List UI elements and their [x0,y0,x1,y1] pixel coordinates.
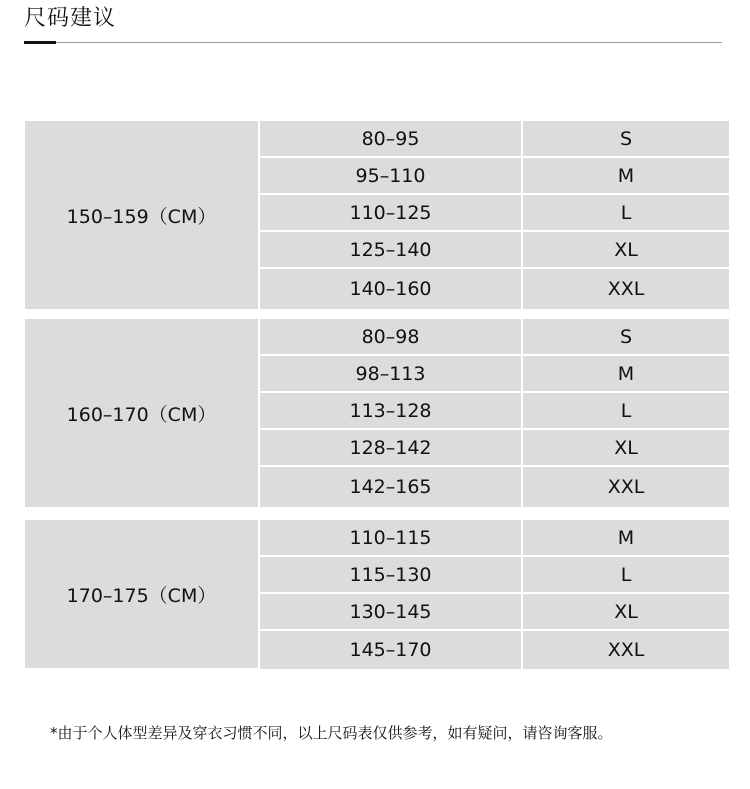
chest-range-cell: 110–115 [260,520,521,555]
table-row [260,356,729,393]
chest-range-cell: 80–98 [260,319,521,354]
table-row [260,393,729,430]
size-cell: M [523,520,729,555]
table-row [260,557,729,594]
size-cell: S [523,121,729,156]
chest-range-cell: 110–125 [260,195,521,230]
table-row [260,269,729,309]
size-cell: L [523,557,729,592]
table-row [260,467,729,507]
height-range-cell: 170–175（CM） [25,520,258,668]
size-cell: XXL [523,269,729,309]
size-group-2 [25,319,729,507]
table-row [260,319,729,356]
chest-range-cell: 95–110 [260,158,521,193]
size-rows [260,319,729,507]
size-cell: XL [523,232,729,267]
size-group-3 [25,520,729,668]
size-cell: L [523,195,729,230]
chest-range-cell: 128–142 [260,430,521,465]
table-row [260,430,729,467]
table-row [260,158,729,195]
page-title: 尺码建议 [24,6,117,31]
size-rows [260,121,729,309]
chest-range-cell: 145–170 [260,631,521,669]
chest-range-cell: 80–95 [260,121,521,156]
chest-range-cell: 115–130 [260,557,521,592]
table-row [260,195,729,232]
size-cell: XXL [523,467,729,507]
size-cell: L [523,393,729,428]
table-row [260,631,729,669]
table-row [260,121,729,158]
size-cell: M [523,158,729,193]
disclaimer-note: *由于个人体型差异及穿衣习惯不同，以上尺码表仅供参考，如有疑问，请咨询客服。 [50,724,613,742]
chest-range-cell: 125–140 [260,232,521,267]
chest-range-cell: 142–165 [260,467,521,507]
size-cell: XXL [523,631,729,669]
size-cell: S [523,319,729,354]
table-row [260,232,729,269]
chest-range-cell: 98–113 [260,356,521,391]
size-cell: XL [523,430,729,465]
chest-range-cell: 140–160 [260,269,521,309]
table-row [260,520,729,557]
size-group-1 [25,121,729,309]
size-rows [260,520,729,669]
height-range-cell: 150–159（CM） [25,121,258,309]
chest-range-cell: 130–145 [260,594,521,629]
height-range-cell: 160–170（CM） [25,319,258,507]
size-cell: M [523,356,729,391]
table-row [260,594,729,631]
title-accent-bar [24,41,56,44]
size-cell: XL [523,594,729,629]
chest-range-cell: 113–128 [260,393,521,428]
title-divider [24,42,722,43]
